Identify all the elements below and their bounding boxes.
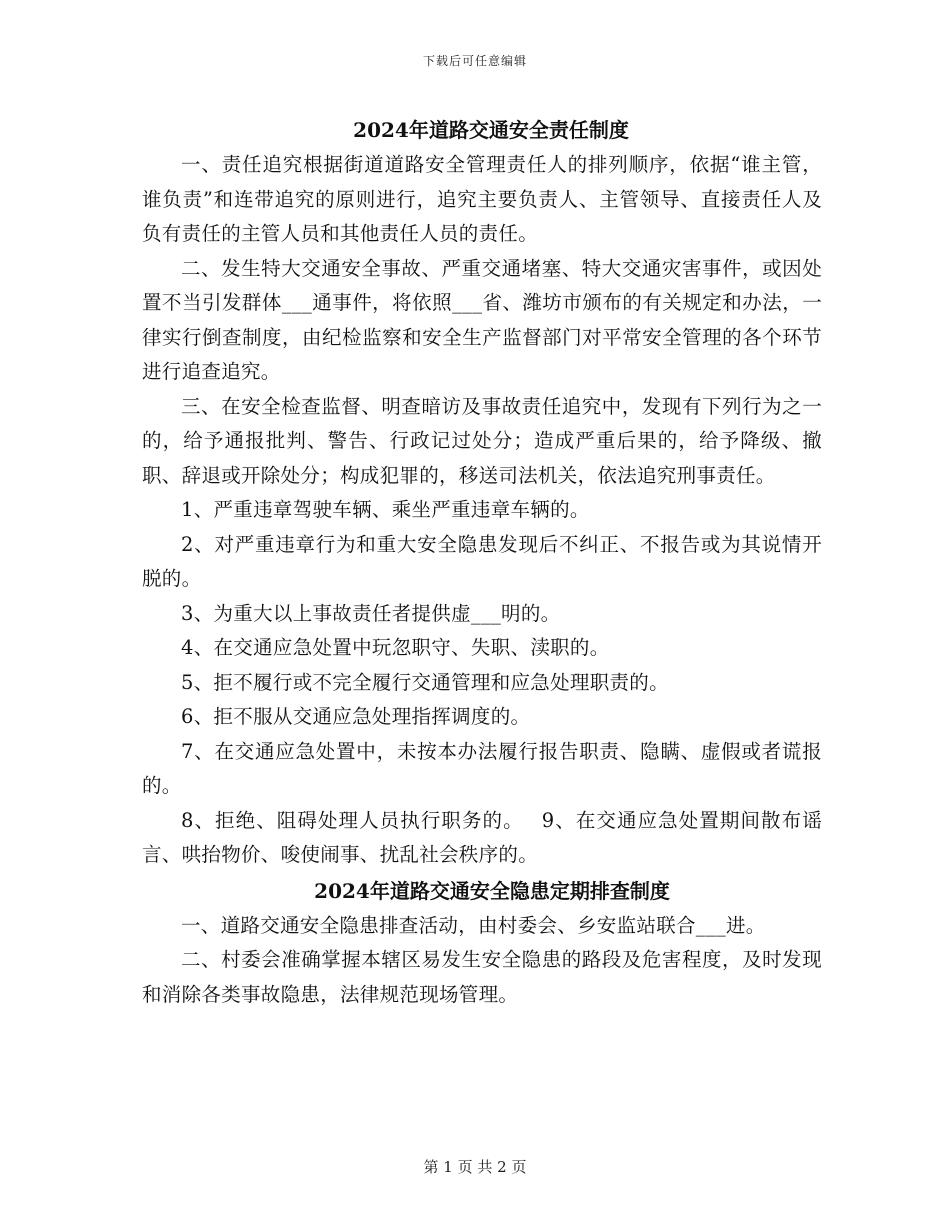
paragraph: 一、责任追究根据街道道路安全管理责任人的排列顺序，依据“谁主管，谁负责”和连带追究的原则进行，追究主要负责人、主管领导、直接责任人及负有责任的主管人员和其他责任人员的责任。 — [142, 153, 822, 245]
page-header: 下载后可任意编辑 — [422, 54, 527, 68]
document-body — [142, 112, 822, 1012]
list-item: 4、在交通应急处置中玩忽职守、失职、渎职的。 — [181, 636, 610, 659]
paragraph: 一、道路交通安全隐患排查活动，由村委会、乡安监站联合___进。 — [181, 913, 766, 937]
list-item: 3、为重大以上事故责任者提供虚___明的。 — [181, 601, 561, 625]
page-footer: 第 1 页 共 2 页 — [423, 1158, 527, 1176]
paragraph: 三、在安全检查监督、明查暗访及事故责任追究中，发现有下列行为之一的，给予通报批判、警告、行政记过处分；造成严重后果的，给予降级、撤职、辞退或开除处分；构成犯罪的，移送司法机关，依法追究刑事责任。 — [142, 394, 822, 487]
paragraph: 二、发生特大交通安全事故、严重交通堵塞、特大交通灾害事件，或因处置不当引发群体___通事件，将依照___省、潍坊市颁布的有关规定和办法，一律实行倒查制度，由纪检监察和安全生产监督部门对平常安全管理的各个环节进行追查追究。 — [142, 256, 822, 383]
list-item: 6、拒不服从交通应急处理指挥调度的。 — [181, 705, 531, 728]
paragraph: 二、村委会准确掌握本辖区易发生安全隐患的路段及危害程度，及时发现和消除各类事故隐患，法律规范现场管理。 — [142, 948, 822, 1006]
list-item: 5、拒不履行或不完全履行交通管理和应急处理职责的。 — [181, 670, 669, 694]
list-item: 1、严重违章驾驶车辆、乘坐严重违章车辆的。 — [181, 498, 590, 521]
section-title: 2024年道路交通安全责任制度 — [353, 118, 629, 142]
list-item: 2、对严重违章行为和重大安全隐患发现后不纠正、不报告或为其说情开脱的。 — [142, 532, 822, 590]
list-item: 7、在交通应急处置中，未按本办法履行报告职责、隐瞒、虚假或者谎报的。 — [142, 739, 822, 797]
section-title: 2024年道路交通安全隐患定期排查制度 — [314, 878, 670, 903]
list-item: 8、拒绝、阻碍处理人员执行职务的。 9、在交通应急处置期间散布谣言、哄抬物价、唆使闹事、扰乱社会秩序的。 — [142, 808, 822, 866]
